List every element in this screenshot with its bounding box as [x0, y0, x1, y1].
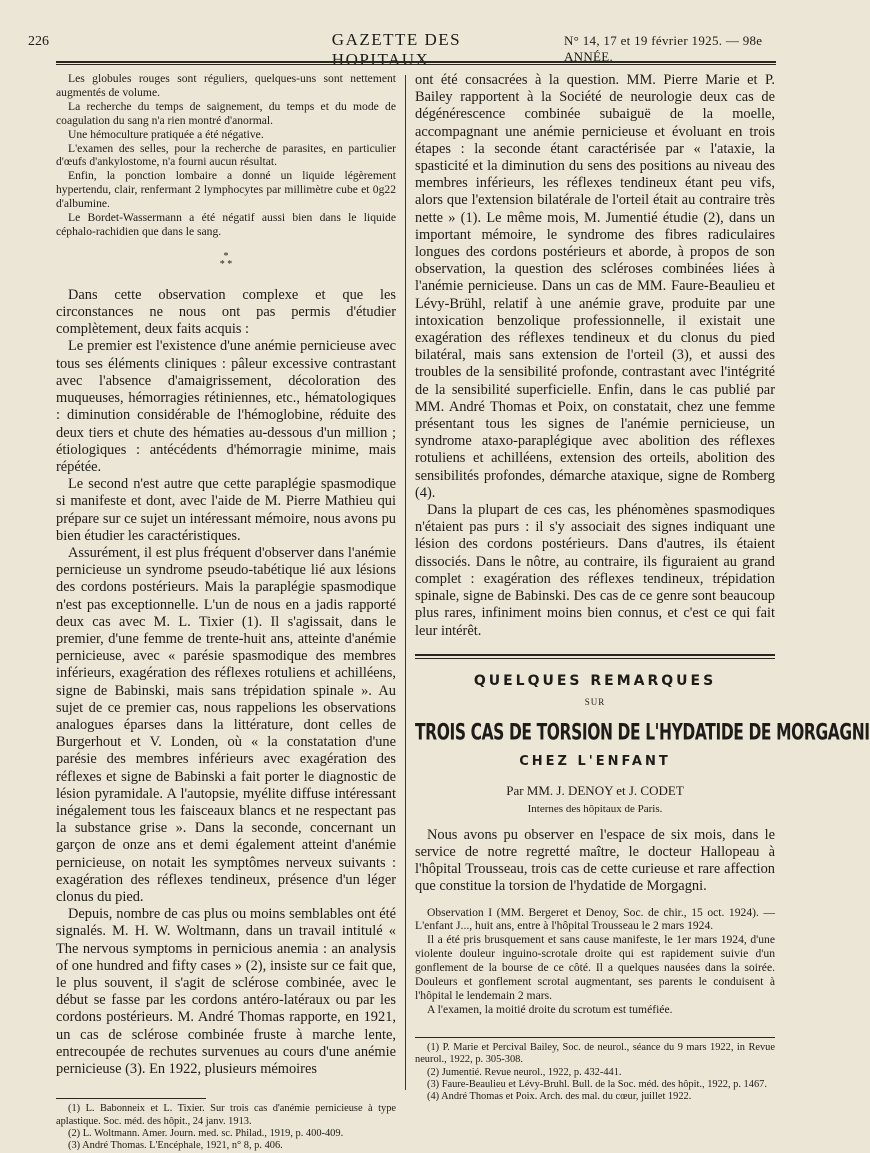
- paragraph: La recherche du temps de saignement, du temps et du mode de coagulation du sang n'a rien montré d'anormal.: [56, 99, 396, 127]
- footnote: (2) L. Woltmann. Amer. Journ. med. sc. Philad., 1919, p. 400-409.: [68, 1128, 344, 1140]
- paragraph: Les globules rouges sont réguliers, quelques-uns sont nettement augmentés de volume.: [56, 72, 396, 99]
- asterism-bottom: * *: [219, 258, 233, 270]
- page-number: 226: [28, 34, 49, 49]
- column-divider: [405, 75, 406, 1090]
- paragraph: Le second n'est autre que cette paraplégie spasmodique si manifeste et dont, avec l'aide de M. Pierre Mathieu qui prépare sur ce sujet un intéressant mémoire, nous avons pu bien étudier les caractéristiques.: [56, 476, 396, 544]
- paragraph: Le Bordet-Wassermann a été négatif aussi bien dans le liquide céphalo-rachidien que dans le sang.: [56, 211, 396, 238]
- paragraph: Dans cette observation complexe et que les circonstances ne nous ont pas permis d'étudier complètement, deux faits acquis :: [56, 286, 396, 338]
- right-column: [415, 72, 870, 1104]
- header-rule: [56, 61, 776, 63]
- footnote: (3) Faure-Beaulieu et Lévy-Bruhl. Bull. de la Soc. méd. des hôpit., 1922, p. 1467.: [427, 1078, 767, 1090]
- paragraph: Observation I (MM. Bergeret et Denoy, Soc. de chir., 15 oct. 1924). — L'enfant J..., huit ans, entre à l'hôpital Trousseau le 2 mars 1924.: [415, 905, 775, 933]
- spacer: [415, 896, 775, 906]
- footnote: (2) Jumentié. Revue neurol., 1922, p. 432-441.: [427, 1066, 622, 1078]
- article-affiliation: Internes des hôpitaux de Paris.: [527, 802, 663, 815]
- article-rule-thin: [415, 658, 775, 659]
- left-column: [56, 72, 396, 1153]
- paragraph: Une hémoculture pratiquée a été négative.: [68, 127, 264, 141]
- paragraph: Il a été pris brusquement et sans cause manifeste, le 1er mars 1924, d'une violente douleur inguino-scrotale droite qui est rapidement suivie d'un gonflement de la bourse de ce côté. Il a quelques nausées dans la soirée. Douleurs et gonflement scrotal augmentant, ses parents le conduisent à l'hôpital le lendemain 2 mars.: [415, 933, 775, 1002]
- article-title-line1: QUELQUES REMARQUES: [473, 672, 717, 689]
- paragraph: Nous avons pu observer en l'espace de six mois, dans le service de notre regretté maître, le docteur Hallopeau à l'hôpital Trousseau, trois cas de cette curieuse et rare affection que constitue la torsion de l'hydatide de Morgagni.: [415, 826, 775, 895]
- issue-info: N° 14, 17 et 19 février 1925. — 98e ANNÉE.: [563, 33, 763, 64]
- paragraph: Le premier est l'existence d'une anémie pernicieuse avec tous ses éléments cliniques : pâleur excessive contrastant avec l'absence d'amaigrissement, décoloration des muqueuses, hémorragies rétiniennes, etc., hématologiques : diminution considérable de l'hémoglobine, réduite des deux tiers et chute des hématies au-dessous d'un million ; étiologiques : antécédents d'hémorragie minime, mais répétée.: [56, 338, 396, 475]
- asterism-top: *: [223, 250, 229, 262]
- asterism: [56, 250, 396, 270]
- article-authors: Par MM. J. DENOY et J. CODET: [506, 782, 684, 798]
- paragraph: ont été consacrées à la question. MM. Pierre Marie et P. Bailey rapportent à la Société de neurologie deux cas de dégénérescence combinée subaiguë de la moelle, accompagnant une anémie pernicieuse et évoluant en trois étapes : la seconde étant caractérisée par « l'ataxie, la spasticité et la diminution du sens des positions au niveau des membres inférieurs, les réflexes tendineux étant peu vifs, alors que l'extension bilatérale de l'orteil était au contraire très nette » (1). Le même mois, M. Jumentié étudie (2), dans un important mémoire, le syndrome des fibres radiculaires longues des cordons postérieurs et aborde, à propos de son observation, la question des scléroses combinées liées à l'anémie pernicieuse. Dans un cas de MM. Faure-Beaulieu et Lévy-Brühl, relatif à une anémie grave, produite par une intoxication benzolique professionnelle, il existait une exagération des réflexes tendineux et du clonus du pied bilatéral, mais sans extension de l'orteil (3), et aussi des troubles de la sensibilité profonde, contrastant avec l'intégrité de la sensibilité superficielle. Enfin, dans le cas publié par MM. André Thomas et Poix, on constatait, chez une femme présentant tous les signes de l'anémie pernicieuse, un syndrome ataxo-paraplégique avec abolition des réflexes rotuliens et achilléens, extension des orteils, abolition des sensibilités profondes, démarche ataxique, signe de Romberg (4).: [415, 72, 775, 501]
- article-title-line3: CHEZ L'ENFANT: [519, 753, 671, 769]
- paragraph: A l'examen, la moitié droite du scrotum est tuméfiée.: [427, 1002, 673, 1016]
- header-rule-thin: [56, 64, 776, 65]
- paragraph: Depuis, nombre de cas plus ou moins semblables ont été signalés. M. H. W. Woltmann, dans un travail intitulé « The nervous symptoms in pernicious anemia : an analysis of one hundred and fifty cases » (2), insiste sur ce fait que, le plus souvent, il s'agit de sclérose combinée, avec le début se fasse par les cordons antéro-latéraux ou par les cordons postérieurs. M. André Thomas rapporte, en 1921, un cas de sclérose combinée fruste à marche lente, entrecoupée de rechutes survenues au cours d'une anémie pernicieuse (3). En 1922, plusieurs mémoires: [56, 906, 396, 1078]
- journal-title: GAZETTE DES HOPITAUX: [331, 30, 462, 69]
- paragraph: L'examen des selles, pour la recherche de parasites, en particulier d'œufs d'ankylostome, n'a fourni aucun résultat.: [56, 141, 396, 169]
- article-rule: [415, 654, 775, 656]
- article-title-main: TROIS CAS DE TORSION DE L'HYDATIDE DE MORGAGNI: [415, 718, 870, 745]
- footnote: (4) André Thomas et Poix. Arch. des mal. du cœur, juillet 1922.: [427, 1091, 692, 1103]
- footnote-rule: [415, 1037, 775, 1038]
- article-title-sur: SUR: [584, 696, 606, 707]
- footnote: (3) André Thomas. L'Encéphale, 1921, n° 8, p. 406.: [68, 1140, 283, 1152]
- paragraph: Assurément, il est plus fréquent d'observer dans l'anémie pernicieuse un syndrome pseudo-tabétique lié aux lésions des cordons postérieurs. Mais la paraplégie spasmodique n'est pas exceptionnelle. L'un de nous en a jadis rapporté deux cas avec M. L. Tixier (1). Il s'agissait, dans le premier, d'une femme de trente-huit ans, atteinte d'anémie pernicieuse, avec « parésie spasmodique des membres inférieurs, exagération des réflexes rotuliens et achilléens, signe de Babinski, mais sans trépidation spinale ». Au sujet de ce premier cas, nous rappelions les observations analogues éparses dans la littérature, dont celles de Burgerhout et V. Londen, où « la constatation d'une parésie des membres inférieurs avec exagération des réflexes et signe de Babinski a fait porter le diagnostic de lésion pyramidale. A l'autopsie, myélite diffuse intéressant inégalement tous les faisceaux blancs et ne respectant pas la substance grise ». Dans la seconde, concernant un garçon de onze ans et demi également atteint d'anémie pernicieuse, on notait les symptômes nerveux suivants : exagération des réflexes tendineux, présence d'un léger clonus du pied.: [56, 544, 396, 905]
- paragraph: Dans la plupart de ces cas, les phénomènes spasmodiques n'étaient pas purs : il s'y associait des signes indiquant une lésion des cordons postérieurs. Dans d'autres, ils étaient dissociés. Dans le nôtre, au contraire, ils figuraient au grand complet : exagération des réflexes tendineux, trépidation spinale, signe de Babinski. Des cas de ce genre sont beaucoup plus rares, infiniment moins bien connus, et c'est ce qui fait leur intérêt.: [415, 502, 775, 639]
- footnote-rule: [56, 1098, 206, 1099]
- page-header: [28, 30, 788, 69]
- footnote: (1) P. Marie et Percival Bailey, Soc. de neurol., séance du 9 mars 1922, in Revue neurol., 1922, p. 305-308.: [415, 1041, 775, 1066]
- footnote: (1) L. Babonneix et L. Tixier. Sur trois cas d'anémie pernicieuse à type aplastique. Soc. méd. des hôpit., 24 janv. 1913.: [56, 1103, 396, 1127]
- paragraph: Enfin, la ponction lombaire a donné un liquide légèrement hypertendu, clair, renfermant 2 lymphocytes par millimètre cube et 0g22 d'albumine.: [56, 169, 396, 211]
